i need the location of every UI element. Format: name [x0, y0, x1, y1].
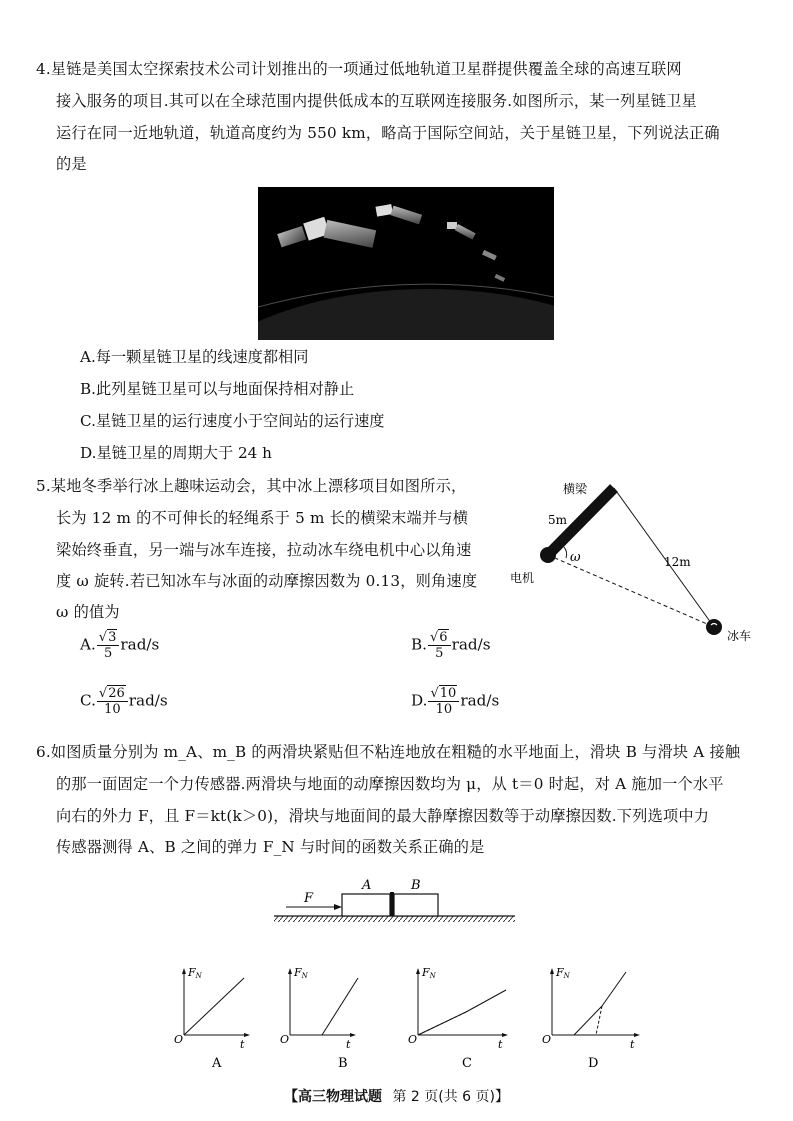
svg-text:t: t: [498, 1038, 503, 1051]
graph-b: [280, 966, 358, 1071]
svg-text:FN: FN: [188, 966, 202, 980]
q6-answer-graphs: [160, 960, 660, 1075]
svg-text:FN: FN: [556, 966, 570, 980]
svg-text:t: t: [630, 1038, 635, 1051]
footer-title: 【高三物理试题: [284, 1089, 382, 1105]
graph-d: [542, 966, 640, 1071]
q4-stem-line3: 运行在同一近地轨道，轨道高度约为 550 km，略高于国际空间站，关于星链卫星，下列说法正确: [56, 124, 720, 142]
svg-text:O: O: [174, 1033, 184, 1046]
force-label: F: [304, 891, 314, 906]
svg-text:O: O: [542, 1033, 552, 1046]
q5-stem-line1: 5.某地冬季举行冰上趣味运动会，其中冰上漂移项目如图所示，: [36, 477, 467, 495]
graph-c-label: C: [462, 1056, 472, 1071]
motor-dot: [540, 547, 556, 563]
q4-stem-line2: 接入服务的项目.其可以在全球范围内提供低成本的互联网连接服务.如图所示，某一列星链卫星: [56, 92, 697, 110]
q5-option-c: C. $\frac{√26}{10}$ rad/s: [80, 686, 168, 717]
block-a: [342, 894, 390, 916]
svg-text:FN: FN: [422, 966, 436, 980]
q5-option-b: B. $\frac{√6}{5}$ rad/s: [411, 630, 491, 661]
graph-b-label: B: [338, 1056, 348, 1071]
omega-label: ω: [570, 550, 581, 565]
q4-stem-line1: 4.星链是美国太空探索技术公司计划推出的一项通过低地轨道卫星群提供覆盖全球的高速互联网: [36, 60, 682, 78]
block-b-label: B: [411, 878, 421, 893]
motor-label: 电机: [510, 571, 535, 585]
beam-length-label: 5m: [548, 513, 568, 527]
footer-page: 第 2 页(共 6 页)】: [392, 1089, 509, 1105]
graph-d-label: D: [588, 1056, 599, 1071]
q6-stem-line3: 向右的外力 F，且 F＝kt(k＞0)，滑块与地面间的最大静摩擦因数等于动摩擦因数.下列选项中力: [56, 807, 710, 825]
q5-ice-sled-diagram: [508, 478, 770, 648]
rope-length-label: 12m: [664, 555, 691, 569]
block-b: [394, 894, 438, 916]
q6-blocks-diagram: [270, 872, 520, 932]
svg-text:O: O: [408, 1033, 418, 1046]
svg-text:t: t: [346, 1038, 351, 1051]
graph-a-label: A: [212, 1056, 222, 1071]
svg-text:FN: FN: [294, 966, 308, 980]
q5-stem-line5: ω 的值为: [56, 603, 120, 621]
q5-stem-line4: 度 ω 旋转.若已知冰车与冰面的动摩擦因数为 0.13，则角速度: [56, 572, 478, 590]
sled-dot: [706, 619, 722, 635]
q4-option-c: C.星链卫星的运行速度小于空间站的运行速度: [80, 412, 385, 430]
q5-stem-line2: 长为 12 m 的不可伸长的轻绳系于 5 m 长的横梁末端并与横: [56, 509, 469, 527]
q4-stem-line4: 的是: [56, 155, 87, 173]
svg-text:O: O: [280, 1033, 290, 1046]
q4-option-a: A.每一颗星链卫星的线速度都相同: [80, 348, 309, 366]
force-sensor: [390, 892, 394, 916]
page-footer: [0, 1086, 793, 1106]
q5-option-a: A. $\frac{√3}{5}$ rad/s: [80, 630, 160, 661]
q4-option-b: B.此列星链卫星可以与地面保持相对静止: [80, 380, 355, 398]
graph-c: [408, 966, 508, 1071]
q5-option-d: D. $\frac{√10}{10}$ rad/s: [411, 686, 500, 717]
graph-a: [174, 966, 250, 1071]
q6-stem-line4: 传感器测得 A、B 之间的弹力 F_N 与时间的函数关系正确的是: [56, 838, 485, 856]
q6-stem-line2: 的那一面固定一个力传感器.两滑块与地面的动摩擦因数均为 μ，从 t＝0 时起，对 A 施加一个水平: [56, 775, 724, 793]
beam-label: 横梁: [563, 482, 588, 496]
q4-option-d: D.星链卫星的周期大于 24 h: [80, 444, 272, 462]
sled-label: 冰车: [727, 629, 752, 643]
svg-text:t: t: [240, 1038, 245, 1051]
q5-stem-line3: 梁始终垂直，另一端与冰车连接，拉动冰车绕电机中心以角速: [56, 541, 472, 559]
q6-stem-line1: 6.如图质量分别为 m_A、m_B 的两滑块紧贴但不粘连地放在粗糙的水平地面上，滑块 B 与滑块 A 接触: [36, 743, 741, 761]
block-a-label: A: [362, 878, 372, 893]
starlink-satellites-image: [258, 187, 554, 340]
